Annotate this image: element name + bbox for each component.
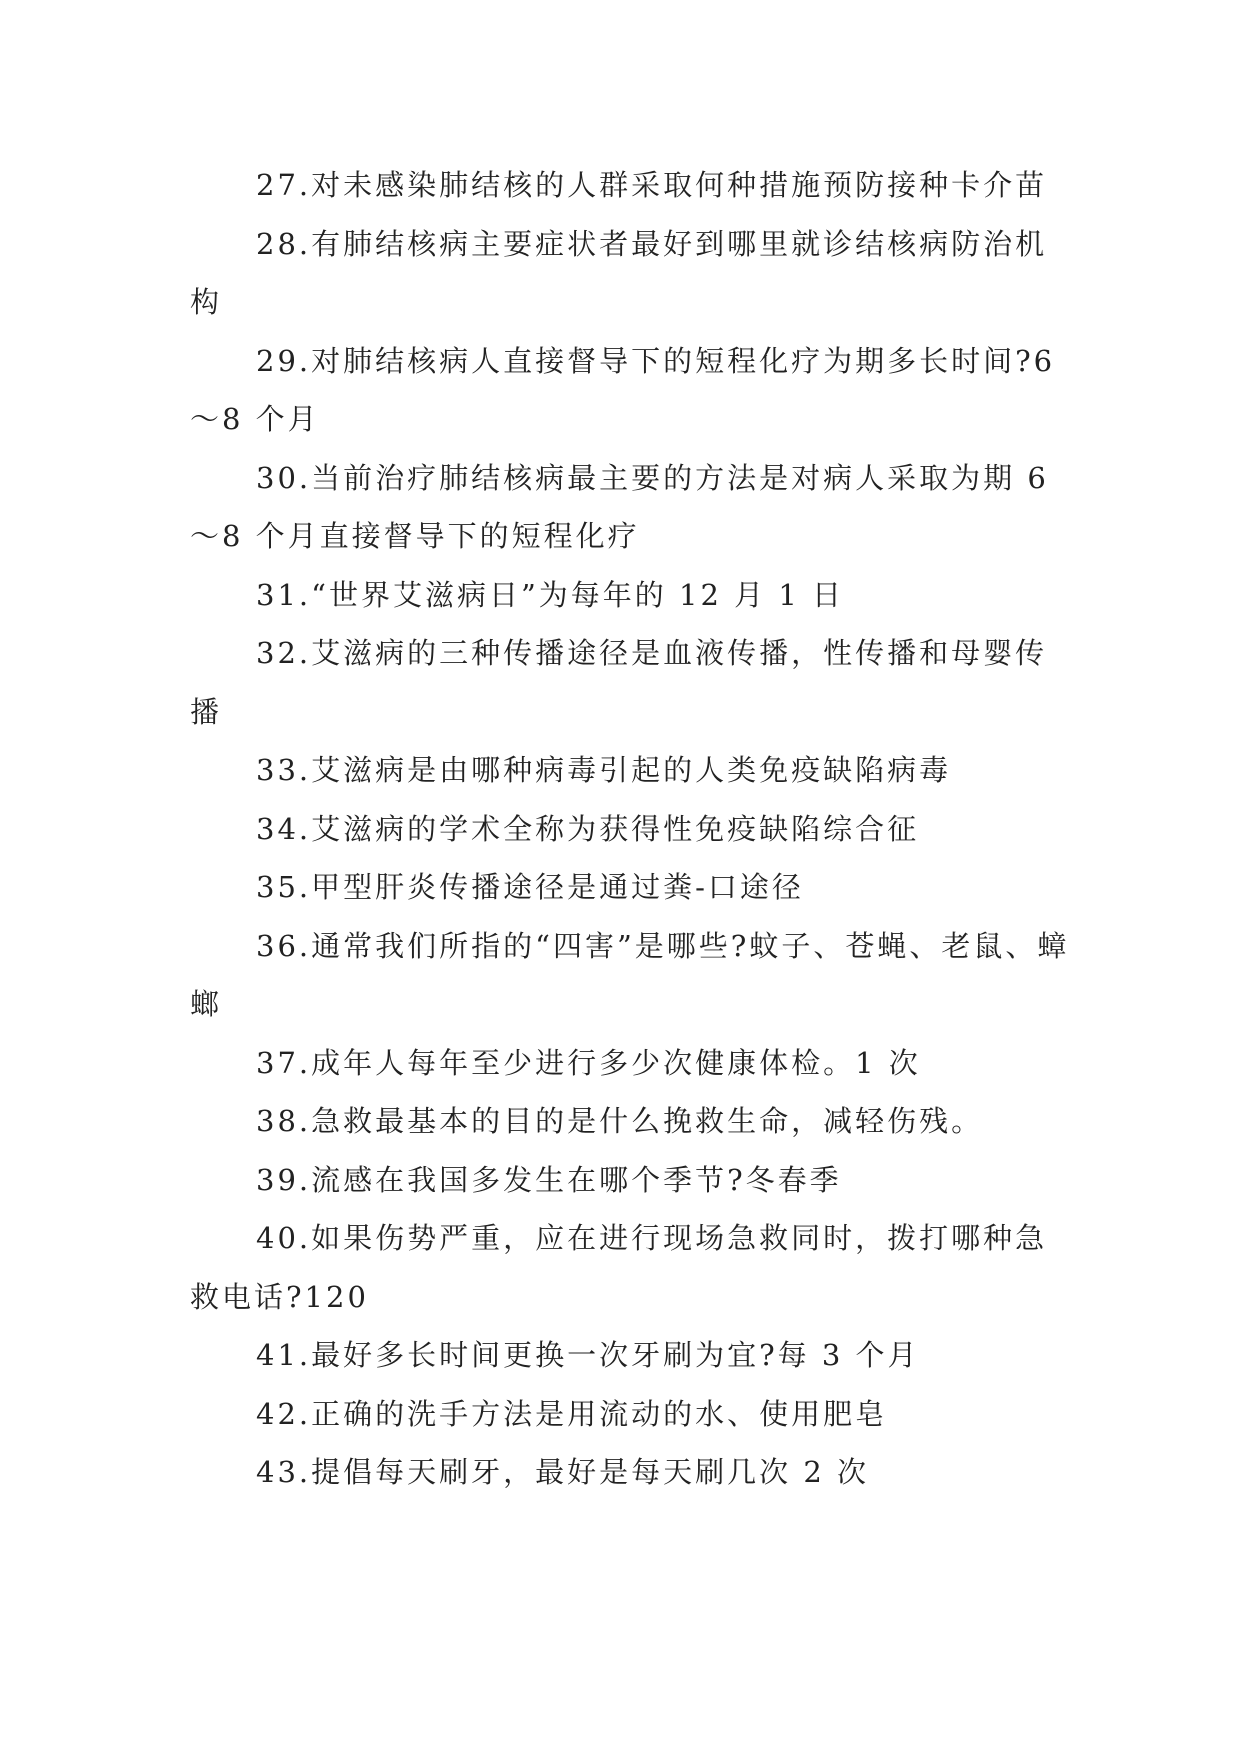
list-item: 42.正确的洗手方法是用流动的水、使用肥皂 (256, 1396, 888, 1431)
list-item: 37.成年人每年至少进行多少次健康体检。1 次 (256, 1045, 921, 1080)
list-item: 27.对未感染肺结核的人群采取何种措施预防接种卡介苗 (256, 168, 1048, 202)
list-item: 34.艾滋病的学术全称为获得性免疫缺陷综合征 (256, 811, 920, 846)
list-item: 36.通常我们所指的“四害”是哪些?蚊子、苍蝇、老鼠、蟑螂 (190, 928, 1070, 1021)
list-item: 35.甲型肝炎传播途径是通过粪-口途径 (256, 870, 804, 904)
list-item: 41.最好多长时间更换一次牙刷为宜?每 3 个月 (256, 1338, 920, 1372)
list-item: 43.提倡每天刷牙，最好是每天刷几次 2 次 (256, 1455, 870, 1489)
list-item: 29.对肺结核病人直接督导下的短程化疗为期多长时间?6～8 个月 (190, 343, 1056, 436)
list-item: 38.急救最基本的目的是什么挽救生命，减轻伤残。 (256, 1104, 984, 1138)
list-item: 32.艾滋病的三种传播途径是血液传播，性传播和母婴传播 (190, 636, 1048, 729)
list-item: 39.流感在我国多发生在哪个季节?冬春季 (256, 1162, 842, 1197)
list-item: 28.有肺结核病主要症状者最好到哪里就诊结核病防治机构 (190, 226, 1048, 319)
list-item: 30.当前治疗肺结核病最主要的方法是对病人采取为期 6～8 个月直接督导下的短程化疗 (190, 460, 1049, 553)
document-body (190, 156, 1070, 1502)
list-item: 40.如果伤势严重，应在进行现场急救同时，拨打哪种急救电话?120 (190, 1221, 1048, 1314)
list-item: 31.“世界艾滋病日”为每年的 12 月 1 日 (256, 577, 844, 612)
list-item: 33.艾滋病是由哪种病毒引起的人类免疫缺陷病毒 (256, 753, 952, 787)
